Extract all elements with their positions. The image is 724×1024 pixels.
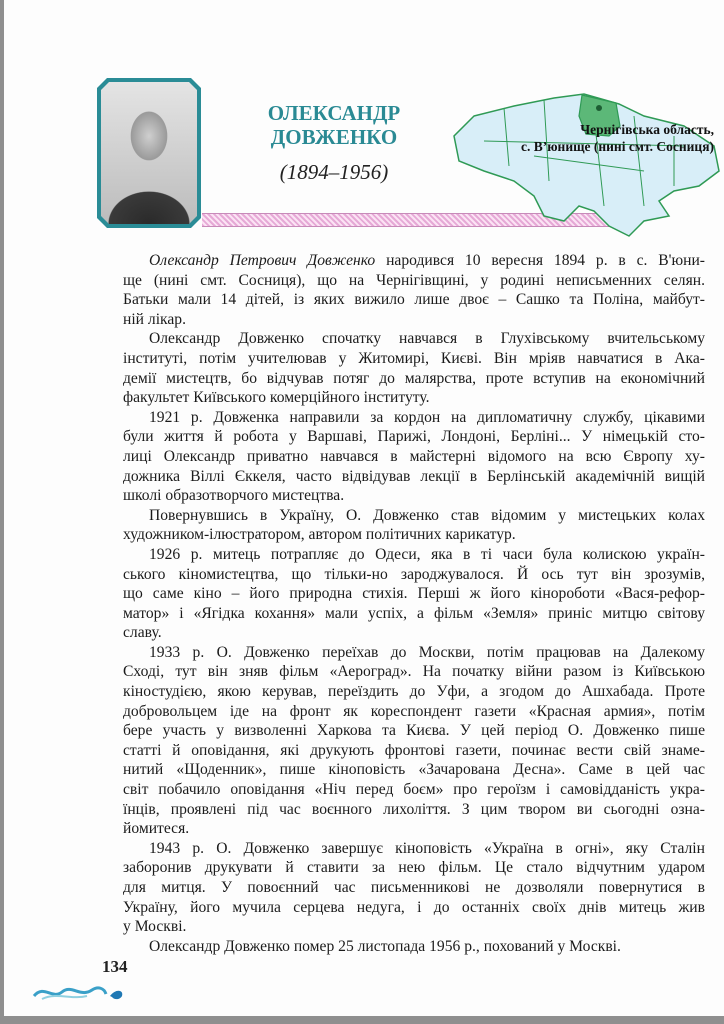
wave-ornament-icon [32,980,127,1002]
text-line: демії мистецтв, бо відчував потяг до малярства, проте вступив на економічний [123,369,705,387]
text-line: славу. [123,624,162,642]
textbook-page [4,0,724,1016]
text-line: Сході, тут він зняв фільм «Аероград». На початку війни разом із Київською [123,663,705,681]
portrait-photo-frame [97,78,201,228]
author-name-line2: ДОВЖЕНКО [270,125,398,149]
text-line: 1926 р. митець потрапляє до Одеси, яка в ті часи була колискою україн- [149,545,705,563]
portrait-photo [101,82,197,224]
text-line: інституті, потім учителював у Житомирі, Києві. Він мріяв навчатися в Ака- [123,349,705,367]
text-line: кіностудією, якою керував, переїздить до Уфи, а згодом до Ашхабада. Проте [123,683,705,701]
map-label-region: Чернігівська область, [580,122,714,137]
text-line: школі образотворчого мистецтва. [123,487,345,505]
text-line: статті й оповідання, які друкують фронтові газети, починає вести свій знаме- [123,741,705,759]
text-line: ще (нині смт. Сосниця), що на Чернігівщині, у родині неписьменних селян. [123,271,705,289]
text-line: Олександр Довженко спочатку навчався в Глухівському вчительському [149,330,705,348]
text-line: лиці Олександр приватно навчався в майстерні відомого на всю Європу ху- [123,447,705,465]
text-line: дожника Віллі Єккеля, часто відвідував лекції в Берлінській академічній вищій [123,467,705,485]
text-line: їнців, проявлені під час воєнного лихоліття. З цим твором ви сьогодні озна- [123,800,705,818]
village-marker [596,105,602,111]
text-line: йомитеся. [123,820,190,838]
text-line: Україну, його мучила серцева недуга, і до останніх своїх днів митець жив [123,898,705,916]
text-line: у Москві. [123,918,187,936]
text-line: бере участь у визволенні Харкова та Києва. У цей період О. Довженко пише [123,722,705,740]
text-line: для митця. У повоєнний час письменникові не дозволяли повернутися в [123,879,705,896]
text-line: Повернувшись в Україну, О. Довженко став відомим у мистецьких колах [149,506,705,524]
text-line: Олександр Довженко помер 25 листопада 1956 р., похований у Москві. [149,937,621,955]
text-line: факультет Київського комерційного інституту. [123,389,430,407]
text-line: були життя й робота у Варшаві, Парижі, Лондоні, Берліні... У німецькій сто- [123,428,705,446]
page-number: 134 [102,957,128,976]
text-line: Батьки мали 14 дітей, із яких вижило лише двоє – Сашко та Поліна, майбут- [123,291,705,309]
text-line: світ побачило оповідання «Ніч перед боєм» про героїзм і самовідданість укра- [123,781,705,799]
text-line: ського кіномистецтва, що тільки-но зароджувалося. Й ось тут він зрозумів, [123,565,705,583]
text-line: 1933 р. О. Довженко переїхав до Москви, потім працював на Далекому [149,643,705,661]
map-label-village: с. В’юнище (нині смт. Сосниця) [520,139,714,154]
text-line: 1921 р. Довженка направили за кордон на дипломатичну службу, цікавими [149,408,705,426]
text-line: ній лікар. [123,310,186,328]
text-line [123,251,705,271]
author-name-line1: ОЛЕКСАНДР [267,101,401,125]
text-line: заборонив друкувати й ставити за нею фільм. Це стало відчутним ударом [123,859,705,877]
text-line: матор» і «Ягідка кохання» мали успіх, а фільм «Земля» приніс митцю світову [123,604,705,622]
text-line-rest: народився 10 вересня 1894 р. в с. В'юни- [386,252,705,269]
text-line: 1943 р. О. Довженко завершує кіноповість «Україна в огні», яку Сталін [149,839,705,857]
text-line: художником-ілюстратором, автором політичних карикатур. [123,526,516,544]
author-full-name: Олександр Петрович Довженко [149,252,376,269]
ukraine-map [444,86,724,246]
text-line: нитий «Щоденник», пише кіноповість «Зачарована Десна». Саме в цей час [123,761,705,779]
text-line: що саме кіно – його природна стихія. Перші ж його кінороботи «Вася-рефор- [123,585,705,603]
author-years: (1894–1956) [279,160,389,184]
biography-text [123,251,705,956]
text-line: добровольцем іде на фронт як кореспондент газети «Красная армия», потім [123,702,705,720]
